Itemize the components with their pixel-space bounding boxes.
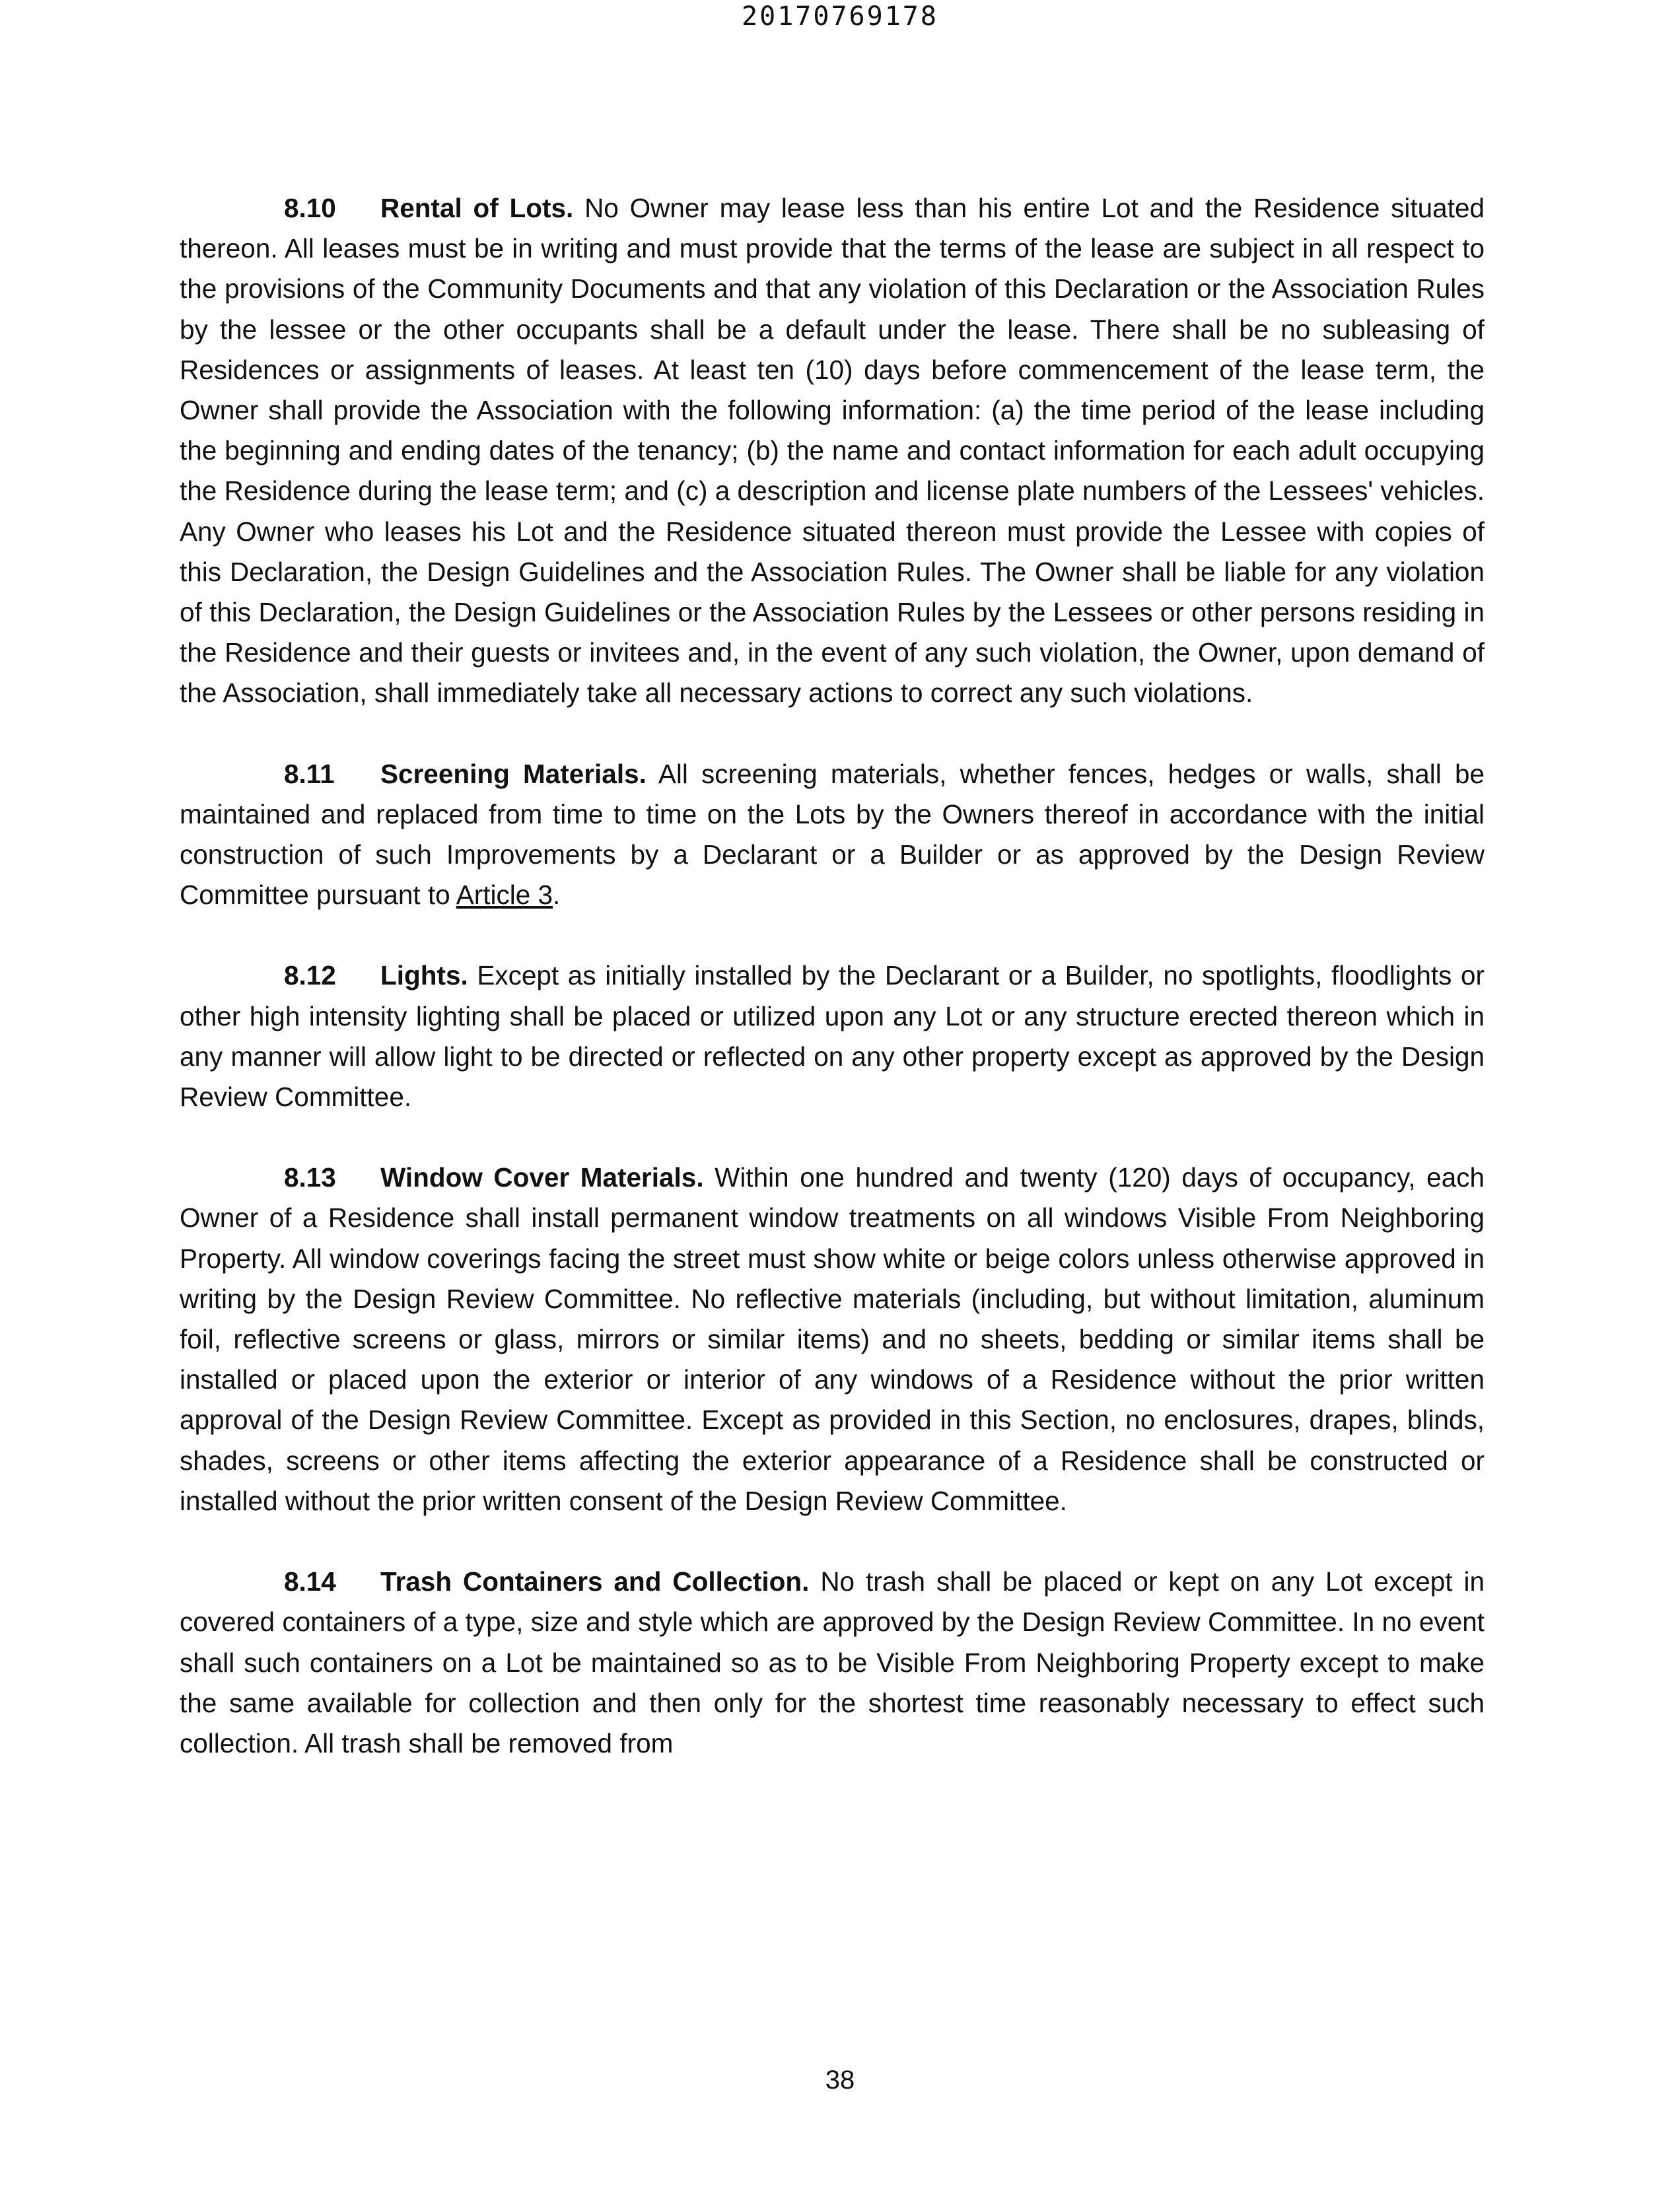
section-body: No trash shall be placed or kept on any Lot except in covered containers of a type, size and style which are approved by the Design Review Committee. In no event shall such containers on a Lot be maintained so as to be Visible From Neighboring Property except to make the same available for collection and then only for the shortest time reasonably necessary to effect such collection. All trash shall be removed from [180,1566,1485,1758]
section-title: Screening Materials. [380,758,647,789]
section-8-13 [180,1158,1485,1521]
sections-container [180,188,1485,1804]
section-title: Lights. [380,960,468,991]
section-body-tail: . [553,880,561,911]
section-number: 8.11 [284,758,335,789]
article-reference: Article 3 [456,880,553,911]
section-number: 8.12 [284,960,336,991]
section-body: Except as initially installed by the Declarant or a Builder, no spotlights, floodlights or other high intensity lighting shall be placed or utilized upon any Lot or any structure erected thereon which in any manner will allow light to be directed or reflected on any other property except as approved by the Design Review Committee. [180,960,1485,1113]
section-8-14 [180,1562,1485,1764]
section-title: Window Cover Materials. [380,1162,704,1193]
section-title: Trash Containers and Collection. [380,1566,810,1597]
document-number: 20170769178 [742,1,938,32]
section-body: Within one hundred and twenty (120) days of occupancy, each Owner of a Residence shall install permanent window treatments on all windows Visible From Neighboring Property. All window coverings facing the street must show white or beige colors unless otherwise approved in writing by the Design Review Committee. No reflective materials (including, but without limitation, aluminum foil, reflective screens or glass, mirrors or similar items) and no sheets, bedding or similar items shall be installed or placed upon the exterior or interior of any windows of a Residence without the prior written approval of the Design Review Committee. Except as provided in this Section, no enclosures, drapes, blinds, shades, screens or other items affecting the exterior appearance of a Residence shall be constructed or installed without the prior written consent of the Design Review Committee. [180,1162,1485,1516]
section-number: 8.14 [284,1566,336,1597]
section-body: No Owner may lease less than his entire Lot and the Residence situated thereon. All leases must be in writing and must provide that the terms of the lease are subject in all respect to the provisions of the Community Documents and that any violation of this Declaration or the Association Rules by the lessee or the other occupants shall be a default under the lease. There shall be no subleasing of Residences or assignments of leases. At least ten (10) days before commencement of the lease term, the Owner shall provide the Association with the following information: (a) the time period of the lease including the beginning and ending dates of the tenancy; (b) the name and contact information for each adult occupying the Residence during the lease term; and (c) a description and license plate numbers of the Lessees' vehicles. Any Owner who leases his Lot and the Residence situated thereon must provide the Lessee with copies of this Declaration, the Design Guidelines and the Association Rules. The Owner shall be liable for any violation of this Declaration, the Design Guidelines or the Association Rules by the Lessees or other persons residing in the Residence and their guests or invitees and, in the event of any such violation, the Owner, upon demand of the Association, shall immediately take all necessary actions to correct any such violations. [180,193,1485,709]
section-body: All screening materials, whether fences, hedges or walls, shall be maintained and replaced from time to time on the Lots by the Owners thereof in accordance with the initial construction of such Improvements by a Declarant or a Builder or as approved by the Design Review Committee pursuant to [180,758,1485,911]
section-title: Rental of Lots. [380,193,574,223]
section-8-11 [180,754,1485,916]
section-number: 8.10 [284,193,336,223]
page-number: 38 [825,2066,855,2095]
section-8-12 [180,955,1485,1117]
section-8-10 [180,188,1485,714]
section-number: 8.13 [284,1162,336,1193]
